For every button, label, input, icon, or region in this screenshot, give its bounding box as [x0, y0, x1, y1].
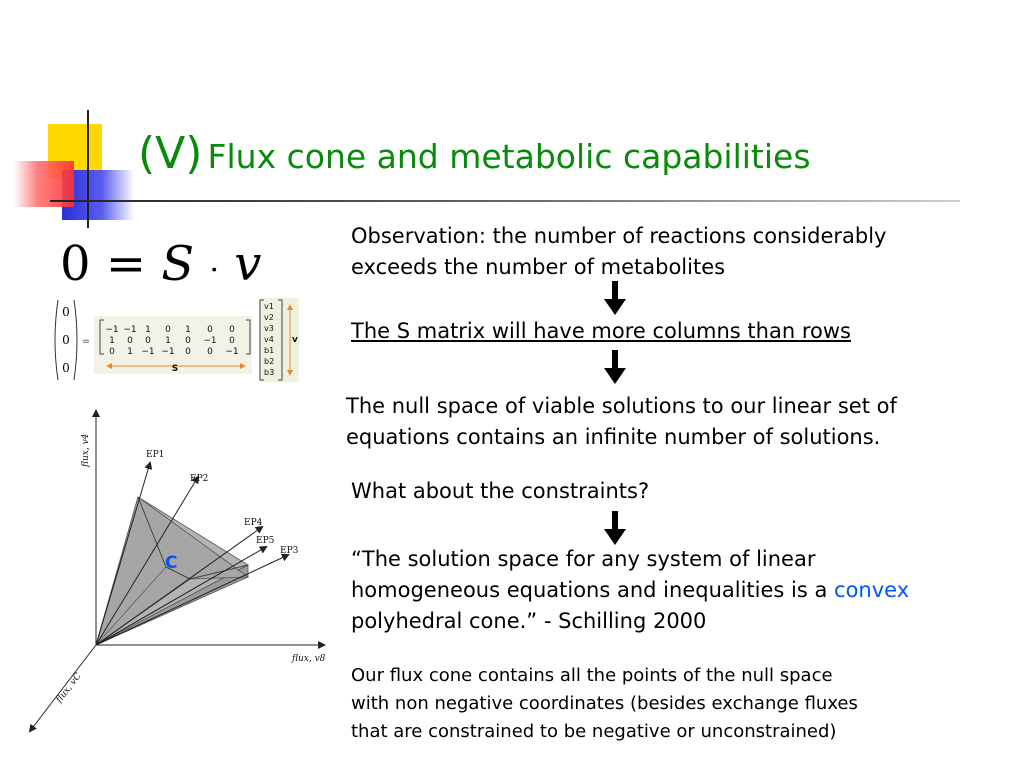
ep-label: EP1 [146, 450, 165, 460]
down-arrow-icon [604, 350, 626, 384]
matrix-entry: 0 [145, 336, 151, 346]
matrix-entry: 0 [127, 336, 133, 346]
y-axis-label: flux, v4 [81, 433, 91, 467]
lhs-entry: 0 [62, 361, 70, 375]
v-entry: b3 [264, 368, 275, 377]
ep-label: EP3 [280, 546, 299, 556]
cone-region-label: C [165, 553, 178, 573]
s-label: S [171, 364, 179, 374]
matrix-entry: 0 [207, 347, 213, 357]
null-space-text [346, 391, 897, 453]
matrix-entry: −1 [105, 325, 119, 335]
matrix-entry: 1 [145, 325, 151, 335]
convex-highlight: convex [834, 578, 910, 602]
matrix-entry: 0 [185, 347, 191, 357]
stoichiometric-matrix-figure [50, 296, 302, 384]
matrix-entry: 1 [127, 347, 133, 357]
title-text: Flux cone and metabolic capabilities [207, 137, 811, 176]
matrix-entry: 1 [109, 336, 115, 346]
equation-dot: · [209, 253, 219, 288]
matrix-entry: 0 [165, 325, 171, 335]
matrix-entry: 0 [109, 347, 115, 357]
description-line: that are constrained to be negative or unconstrained) [351, 721, 837, 742]
observation-text [351, 221, 887, 283]
equation-equals: = [105, 236, 147, 292]
matrix-entry: −1 [141, 347, 155, 357]
quote-text: homogeneous equations and inequalities is a [351, 578, 828, 602]
quote-line: “The solution space for any system of linear [351, 547, 816, 571]
v-label: v [292, 335, 298, 345]
title-divider [50, 200, 960, 202]
observation-line: exceeds the number of metabolites [351, 255, 726, 279]
matrix-entry: 1 [165, 336, 171, 346]
lhs-entry: 0 [62, 333, 70, 347]
matrix-entry: −1 [161, 347, 175, 357]
flux-cone-figure [22, 405, 328, 741]
ep-label: EP5 [256, 536, 275, 546]
equation-s: S [161, 236, 195, 292]
ep-label: EP4 [244, 518, 263, 528]
down-arrow-icon [604, 281, 626, 315]
slide-title [138, 128, 811, 179]
down-arrow-icon [604, 511, 626, 545]
flux-cone-description [351, 662, 858, 746]
v-entry: b1 [264, 346, 275, 355]
equation-lhs: 0 [60, 236, 91, 292]
description-line: with non negative coordinates (besides exchange fluxes [351, 693, 858, 714]
s-matrix-statement: The S matrix will have more columns than rows [351, 319, 851, 343]
matrix-entry: 1 [185, 325, 191, 335]
matrix-entry: −1 [225, 347, 239, 357]
matrix-entry: −1 [203, 336, 217, 346]
matrix-entry: 0 [185, 336, 191, 346]
logo-vertical-line [87, 110, 89, 228]
title-prefix: (V) [138, 128, 203, 179]
lhs-entry: 0 [62, 305, 70, 319]
v-entry: v1 [264, 302, 274, 311]
matrix-entry: 0 [229, 336, 235, 346]
flux-balance-equation [60, 236, 261, 292]
v-entry: v2 [264, 313, 274, 322]
matrix-entry: 0 [229, 325, 235, 335]
z-axis-label: flux, vC [54, 671, 84, 705]
description-line: Our flux cone contains all the points of the null space [351, 665, 833, 686]
quote-line [351, 575, 909, 606]
v-entry: b2 [264, 357, 275, 366]
v-entry: v3 [264, 324, 274, 333]
schilling-quote [351, 544, 909, 637]
v-entry: v4 [264, 335, 274, 344]
matrix-equals: = [81, 336, 91, 347]
matrix-entry: 0 [207, 325, 213, 335]
constraints-question: What about the constraints? [351, 479, 650, 503]
equation-v: v [234, 236, 262, 292]
x-axis-label: flux, v8 [292, 654, 326, 664]
matrix-entry: −1 [123, 325, 137, 335]
null-space-line: equations contains an infinite number of solutions. [346, 425, 881, 449]
observation-line: Observation: the number of reactions considerably [351, 224, 887, 248]
null-space-line: The null space of viable solutions to our linear set of [346, 394, 897, 418]
quote-line: polyhedral cone.” - Schilling 2000 [351, 609, 707, 633]
ep-label: EP2 [190, 474, 209, 484]
